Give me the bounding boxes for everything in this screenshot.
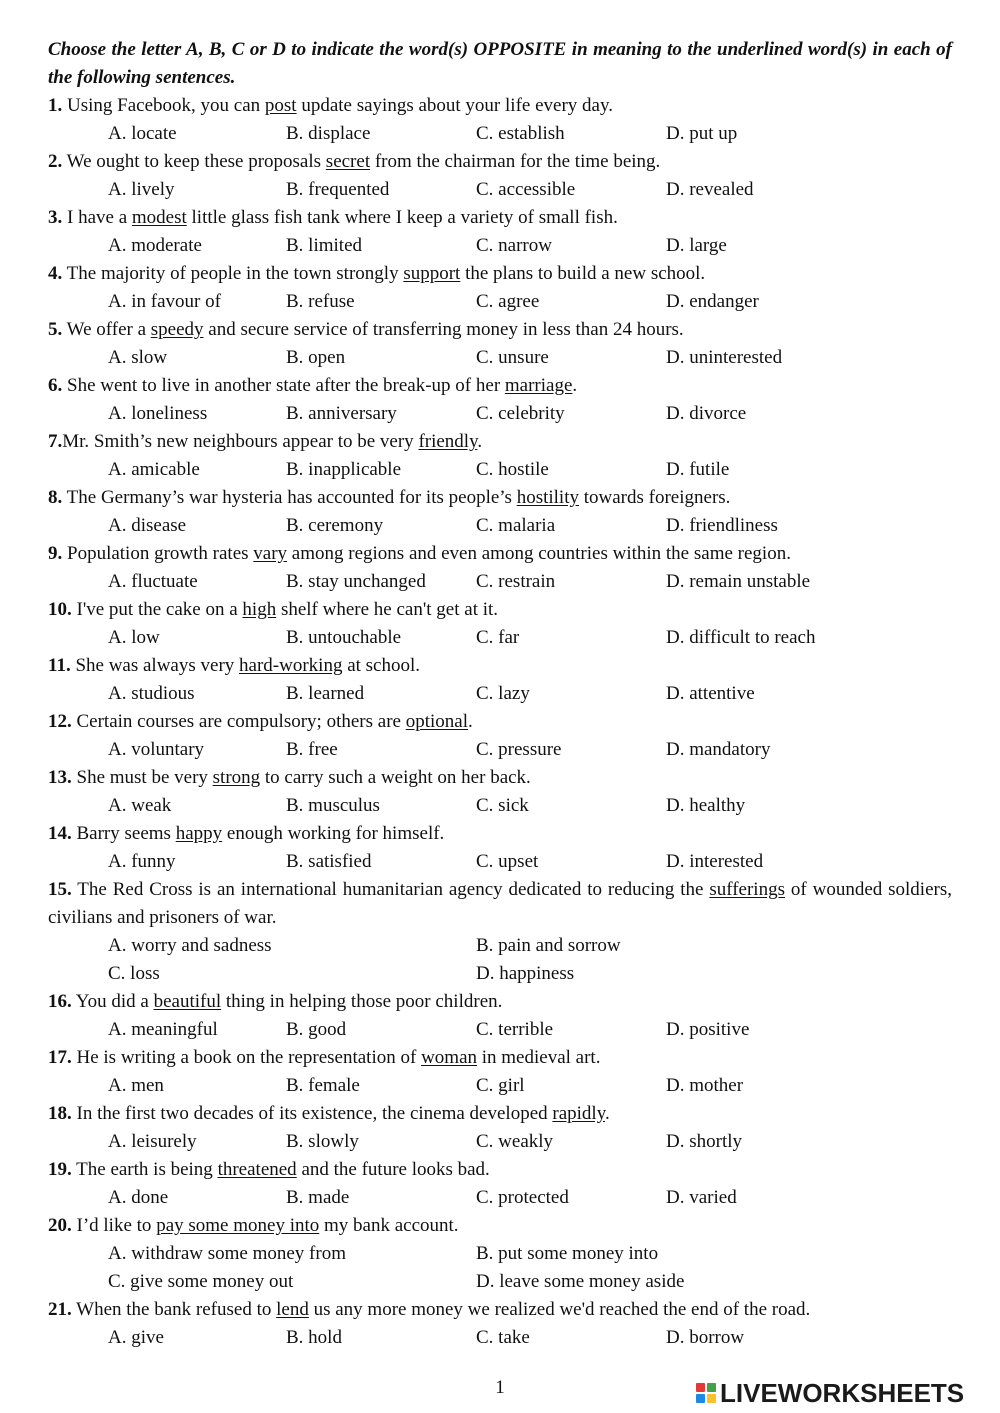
question-pre: When the bank refused to <box>71 1299 277 1320</box>
question-text <box>48 540 952 568</box>
option-b[interactable]: B. frequented <box>286 179 390 200</box>
question-11 <box>48 652 952 708</box>
option-a[interactable]: A. weak <box>108 795 172 816</box>
option-c[interactable]: C. unsure <box>476 347 549 368</box>
option-a[interactable]: A. lively <box>108 179 175 200</box>
question-text <box>48 372 952 400</box>
question-3 <box>48 204 952 260</box>
question-post: . <box>604 1103 610 1124</box>
underlined-word: strong <box>212 767 261 788</box>
liveworksheets-logo[interactable] <box>696 1378 964 1408</box>
options-row <box>48 1128 952 1156</box>
option-a[interactable]: A. slow <box>108 347 168 368</box>
underlined-word: woman <box>421 1047 477 1068</box>
question-number: 1. <box>48 95 63 116</box>
option-b[interactable]: B. put some money into <box>476 1243 659 1264</box>
options-row <box>48 1072 952 1100</box>
question-pre: She must be very <box>71 767 213 788</box>
question-post: shelf where he can't get at it. <box>276 599 499 620</box>
underlined-word: high <box>242 599 277 620</box>
question-number: 20. <box>48 1215 72 1236</box>
options-row <box>48 1268 952 1296</box>
option-b[interactable]: B. pain and sorrow <box>476 935 621 956</box>
option-b[interactable]: B. untouchable <box>286 627 402 648</box>
options-row <box>48 400 952 428</box>
question-number: 19. <box>48 1159 72 1180</box>
logo-square-red <box>696 1383 705 1392</box>
question-pre: Certain courses are compulsory; others are <box>71 711 406 732</box>
question-post: enough working for himself. <box>222 823 445 844</box>
option-b[interactable]: B. displace <box>286 123 371 144</box>
question-number: 11. <box>48 655 71 676</box>
option-b[interactable]: B. inapplicable <box>286 459 402 480</box>
question-pre: I've put the cake on a <box>71 599 243 620</box>
options-row <box>48 736 952 764</box>
question-post: among regions and even among countries within the same region. <box>287 543 791 564</box>
question-number: 16. <box>48 991 72 1012</box>
option-b[interactable]: B. hold <box>286 1327 342 1348</box>
option-a[interactable]: A. in favour of <box>108 291 221 312</box>
options-row <box>48 960 952 988</box>
question-post: to carry such a weight on her back. <box>260 767 531 788</box>
question-pre: He is writing a book on the representation of <box>71 1047 422 1068</box>
question-6 <box>48 372 952 428</box>
option-c[interactable]: C. pressure <box>476 739 562 760</box>
option-d[interactable]: D. revealed <box>666 179 754 200</box>
options-row <box>48 792 952 820</box>
underlined-word: hostility <box>516 487 579 508</box>
question-pre: You did a <box>71 991 154 1012</box>
option-a[interactable]: A. fluctuate <box>108 571 198 592</box>
options-row <box>48 232 952 260</box>
option-c[interactable]: C. terrible <box>476 1019 554 1040</box>
question-text <box>48 484 952 512</box>
logo-square-blue <box>696 1394 705 1403</box>
options-row <box>48 680 952 708</box>
option-a[interactable]: A. withdraw some money from <box>108 1243 346 1264</box>
option-d[interactable]: D. mother <box>666 1075 744 1096</box>
options-row <box>48 624 952 652</box>
question-post: from the chairman for the time being. <box>370 151 661 172</box>
question-13 <box>48 764 952 820</box>
options-row <box>48 120 952 148</box>
question-10 <box>48 596 952 652</box>
option-a[interactable]: A. worry and sadness <box>108 935 272 956</box>
option-c[interactable]: C. establish <box>476 123 565 144</box>
question-17 <box>48 1044 952 1100</box>
option-c[interactable]: C. girl <box>476 1075 525 1096</box>
question-text <box>48 708 952 736</box>
option-b[interactable]: B. anniversary <box>286 403 397 424</box>
question-pre: In the first two decades of its existence, the cinema developed <box>71 1103 553 1124</box>
option-d[interactable]: D. difficult to reach <box>666 627 816 648</box>
instructions: Choose the letter A, B, C or D to indicate the word(s) OPPOSITE in meaning to the underlined word(s) in each of the following sentences. <box>48 39 952 88</box>
question-number: 8. <box>48 487 63 508</box>
question-pre: I have a <box>62 207 132 228</box>
option-c[interactable]: C. agree <box>476 291 540 312</box>
underlined-word: marriage <box>504 375 573 396</box>
option-d[interactable]: D. varied <box>666 1187 737 1208</box>
question-number: 2. <box>48 151 63 172</box>
option-b[interactable]: B. limited <box>286 235 362 256</box>
option-d[interactable]: D. attentive <box>666 683 755 704</box>
question-number: 21. <box>48 1299 72 1320</box>
option-c[interactable]: C. give some money out <box>108 1271 294 1292</box>
question-21 <box>48 1296 952 1352</box>
option-d[interactable]: D. mandatory <box>666 739 771 760</box>
options-row <box>48 1324 952 1352</box>
question-text <box>48 316 952 344</box>
question-post: my bank account. <box>319 1215 459 1236</box>
option-d[interactable]: D. leave some money aside <box>476 1271 685 1292</box>
worksheet <box>48 36 952 1352</box>
option-a[interactable]: A. done <box>108 1187 169 1208</box>
question-post: us any more money we realized we'd reached the end of the road. <box>308 1299 811 1320</box>
question-number: 15. <box>48 879 72 900</box>
question-post: and secure service of transferring money in less than 24 hours. <box>203 319 684 340</box>
question-text <box>48 204 952 232</box>
underlined-word: support <box>403 263 461 284</box>
question-post: . <box>477 431 483 452</box>
question-18 <box>48 1100 952 1156</box>
option-d[interactable]: D. happiness <box>476 963 575 984</box>
question-number: 10. <box>48 599 72 620</box>
question-pre: The earth is being <box>71 1159 218 1180</box>
option-c[interactable]: C. malaria <box>476 515 556 536</box>
underlined-word: beautiful <box>153 991 222 1012</box>
option-a[interactable]: A. men <box>108 1075 164 1096</box>
question-number: 17. <box>48 1047 72 1068</box>
underlined-word: rapidly <box>552 1103 605 1124</box>
question-text <box>48 1156 952 1184</box>
question-text <box>48 1044 952 1072</box>
question-pre: I’d like to <box>71 1215 157 1236</box>
question-text <box>48 428 952 456</box>
underlined-word: lend <box>276 1299 309 1320</box>
option-d[interactable]: D. healthy <box>666 795 746 816</box>
question-9 <box>48 540 952 596</box>
question-5 <box>48 316 952 372</box>
option-a[interactable]: A. studious <box>108 683 195 704</box>
question-pre: The Germany’s war hysteria has accounted for its people’s <box>62 487 517 508</box>
question-20 <box>48 1212 952 1296</box>
option-b[interactable]: B. musculus <box>286 795 380 816</box>
option-a[interactable]: A. locate <box>108 123 177 144</box>
underlined-word: friendly <box>418 431 478 452</box>
logo-square-yellow <box>707 1394 716 1403</box>
question-text <box>48 1212 952 1240</box>
option-c[interactable]: C. take <box>476 1327 530 1348</box>
question-post: . <box>572 375 578 396</box>
question-text <box>48 148 952 176</box>
questions-16-19 <box>48 988 952 1212</box>
question-pre: Population growth rates <box>62 543 254 564</box>
options-row <box>48 456 952 484</box>
option-a[interactable]: A. meaningful <box>108 1019 218 1040</box>
option-d[interactable]: D. positive <box>666 1019 750 1040</box>
question-number: 13. <box>48 767 72 788</box>
underlined-word: modest <box>131 207 187 228</box>
option-c[interactable]: C. sick <box>476 795 529 816</box>
underlined-word: sufferings <box>709 879 785 900</box>
logo-square-green <box>707 1383 716 1392</box>
question-1 <box>48 92 952 148</box>
question-text <box>48 764 952 792</box>
option-b[interactable]: B. made <box>286 1187 350 1208</box>
question-number: 7. <box>48 431 63 452</box>
question-number: 9. <box>48 543 63 564</box>
question-number: 4. <box>48 263 63 284</box>
option-a[interactable]: A. give <box>108 1327 164 1348</box>
question-12 <box>48 708 952 764</box>
option-b[interactable]: B. good <box>286 1019 347 1040</box>
option-b[interactable]: B. ceremony <box>286 515 384 536</box>
question-text <box>48 652 952 680</box>
question-pre: We offer a <box>62 319 151 340</box>
option-b[interactable]: B. learned <box>286 683 365 704</box>
option-c[interactable]: C. celebrity <box>476 403 565 424</box>
option-b[interactable]: B. slowly <box>286 1131 359 1152</box>
underlined-word: hard-working <box>239 655 343 676</box>
question-number: 14. <box>48 823 72 844</box>
question-14 <box>48 820 952 876</box>
option-a[interactable]: A. loneliness <box>108 403 208 424</box>
underlined-word: optional <box>405 711 468 732</box>
option-d[interactable]: D. shortly <box>666 1131 742 1152</box>
question-text <box>48 1100 952 1128</box>
options-row <box>48 1016 952 1044</box>
question-text <box>48 876 952 932</box>
question-post: and the future looks bad. <box>296 1159 490 1180</box>
option-b[interactable]: B. stay unchanged <box>286 571 426 592</box>
option-b[interactable]: B. satisfied <box>286 851 372 872</box>
option-d[interactable]: D. uninterested <box>666 347 783 368</box>
underlined-word: secret <box>325 151 371 172</box>
logo-text: LIVEWORKSHEETS <box>720 1377 965 1408</box>
option-a[interactable]: A. funny <box>108 851 176 872</box>
question-text <box>48 988 952 1016</box>
question-post: the plans to build a new school. <box>460 263 706 284</box>
underlined-word: speedy <box>150 319 204 340</box>
option-c[interactable]: C. lazy <box>476 683 530 704</box>
question-post: towards foreigners. <box>579 487 731 508</box>
question-text <box>48 820 952 848</box>
option-c[interactable]: C. protected <box>476 1187 569 1208</box>
question-post: update sayings about your life every day. <box>296 95 613 116</box>
liveworksheets-logo-icon <box>696 1383 716 1403</box>
options-row <box>48 512 952 540</box>
question-number: 12. <box>48 711 72 732</box>
underlined-word: post <box>264 95 297 116</box>
option-b[interactable]: B. female <box>286 1075 360 1096</box>
option-d[interactable]: D. remain unstable <box>666 571 811 592</box>
option-d[interactable]: D. put up <box>666 123 738 144</box>
option-a[interactable]: A. disease <box>108 515 187 536</box>
option-b[interactable]: B. refuse <box>286 291 355 312</box>
option-c[interactable]: C. upset <box>476 851 539 872</box>
option-c[interactable]: C. far <box>476 627 520 648</box>
question-post: little glass fish tank where I keep a variety of small fish. <box>186 207 618 228</box>
option-a[interactable]: A. amicable <box>108 459 200 480</box>
option-c[interactable]: C. restrain <box>476 571 556 592</box>
options-row <box>48 932 952 960</box>
question-4 <box>48 260 952 316</box>
question-post: thing in helping those poor children. <box>221 991 503 1012</box>
option-d[interactable]: D. endanger <box>666 291 759 312</box>
question-post: . <box>468 711 473 732</box>
option-c[interactable]: C. loss <box>108 963 160 984</box>
option-a[interactable]: A. low <box>108 627 160 648</box>
question-pre: The majority of people in the town strongly <box>62 263 404 284</box>
option-c[interactable]: C. hostile <box>476 459 549 480</box>
question-2 <box>48 148 952 204</box>
question-number: 3. <box>48 207 63 228</box>
options-row <box>48 568 952 596</box>
question-pre: Using Facebook, you can <box>62 95 265 116</box>
question-number: 18. <box>48 1103 72 1124</box>
question-text <box>48 92 952 120</box>
options-row <box>48 344 952 372</box>
option-c[interactable]: C. accessible <box>476 179 576 200</box>
option-d[interactable]: D. interested <box>666 851 764 872</box>
question-number: 6. <box>48 375 63 396</box>
question-number: 5. <box>48 319 63 340</box>
option-a[interactable]: A. leisurely <box>108 1131 197 1152</box>
question-post: in medieval art. <box>477 1047 601 1068</box>
option-d[interactable]: D. divorce <box>666 403 747 424</box>
question-7 <box>48 428 952 484</box>
options-row <box>48 1184 952 1212</box>
questions-1-14 <box>48 92 952 876</box>
options-row <box>48 848 952 876</box>
option-b[interactable]: B. free <box>286 739 338 760</box>
options-row <box>48 176 952 204</box>
question-15 <box>48 876 952 988</box>
question-8 <box>48 484 952 540</box>
option-d[interactable]: D. borrow <box>666 1327 745 1348</box>
question-text <box>48 1296 952 1324</box>
option-a[interactable]: A. voluntary <box>108 739 205 760</box>
question-pre: She went to live in another state after the break-up of her <box>62 375 505 396</box>
question-post: at school. <box>342 655 421 676</box>
underlined-word: vary <box>253 543 288 564</box>
option-a[interactable]: A. moderate <box>108 235 202 256</box>
question-text <box>48 596 952 624</box>
question-19 <box>48 1156 952 1212</box>
option-d[interactable]: D. futile <box>666 459 730 480</box>
page-number: 1 <box>495 1377 505 1398</box>
option-c[interactable]: C. narrow <box>476 235 552 256</box>
question-pre: Mr. Smith’s new neighbours appear to be very <box>62 431 419 452</box>
underlined-word: threatened <box>217 1159 297 1180</box>
question-pre: She was always very <box>70 655 240 676</box>
question-post: of wounded soldiers, civilians and prisoners of war. <box>48 879 952 928</box>
question-pre: We ought to keep these proposals <box>62 151 326 172</box>
option-d[interactable]: D. large <box>666 235 727 256</box>
options-row <box>48 1240 952 1268</box>
underlined-word: pay some money into <box>156 1215 320 1236</box>
option-b[interactable]: B. open <box>286 347 346 368</box>
options-row <box>48 288 952 316</box>
question-16 <box>48 988 952 1044</box>
question-pre: The Red Cross is an international humanitarian agency dedicated to reducing the <box>71 879 710 900</box>
option-d[interactable]: D. friendliness <box>666 515 778 536</box>
question-text <box>48 260 952 288</box>
option-c[interactable]: C. weakly <box>476 1131 554 1152</box>
question-pre: Barry seems <box>71 823 176 844</box>
underlined-word: happy <box>175 823 223 844</box>
